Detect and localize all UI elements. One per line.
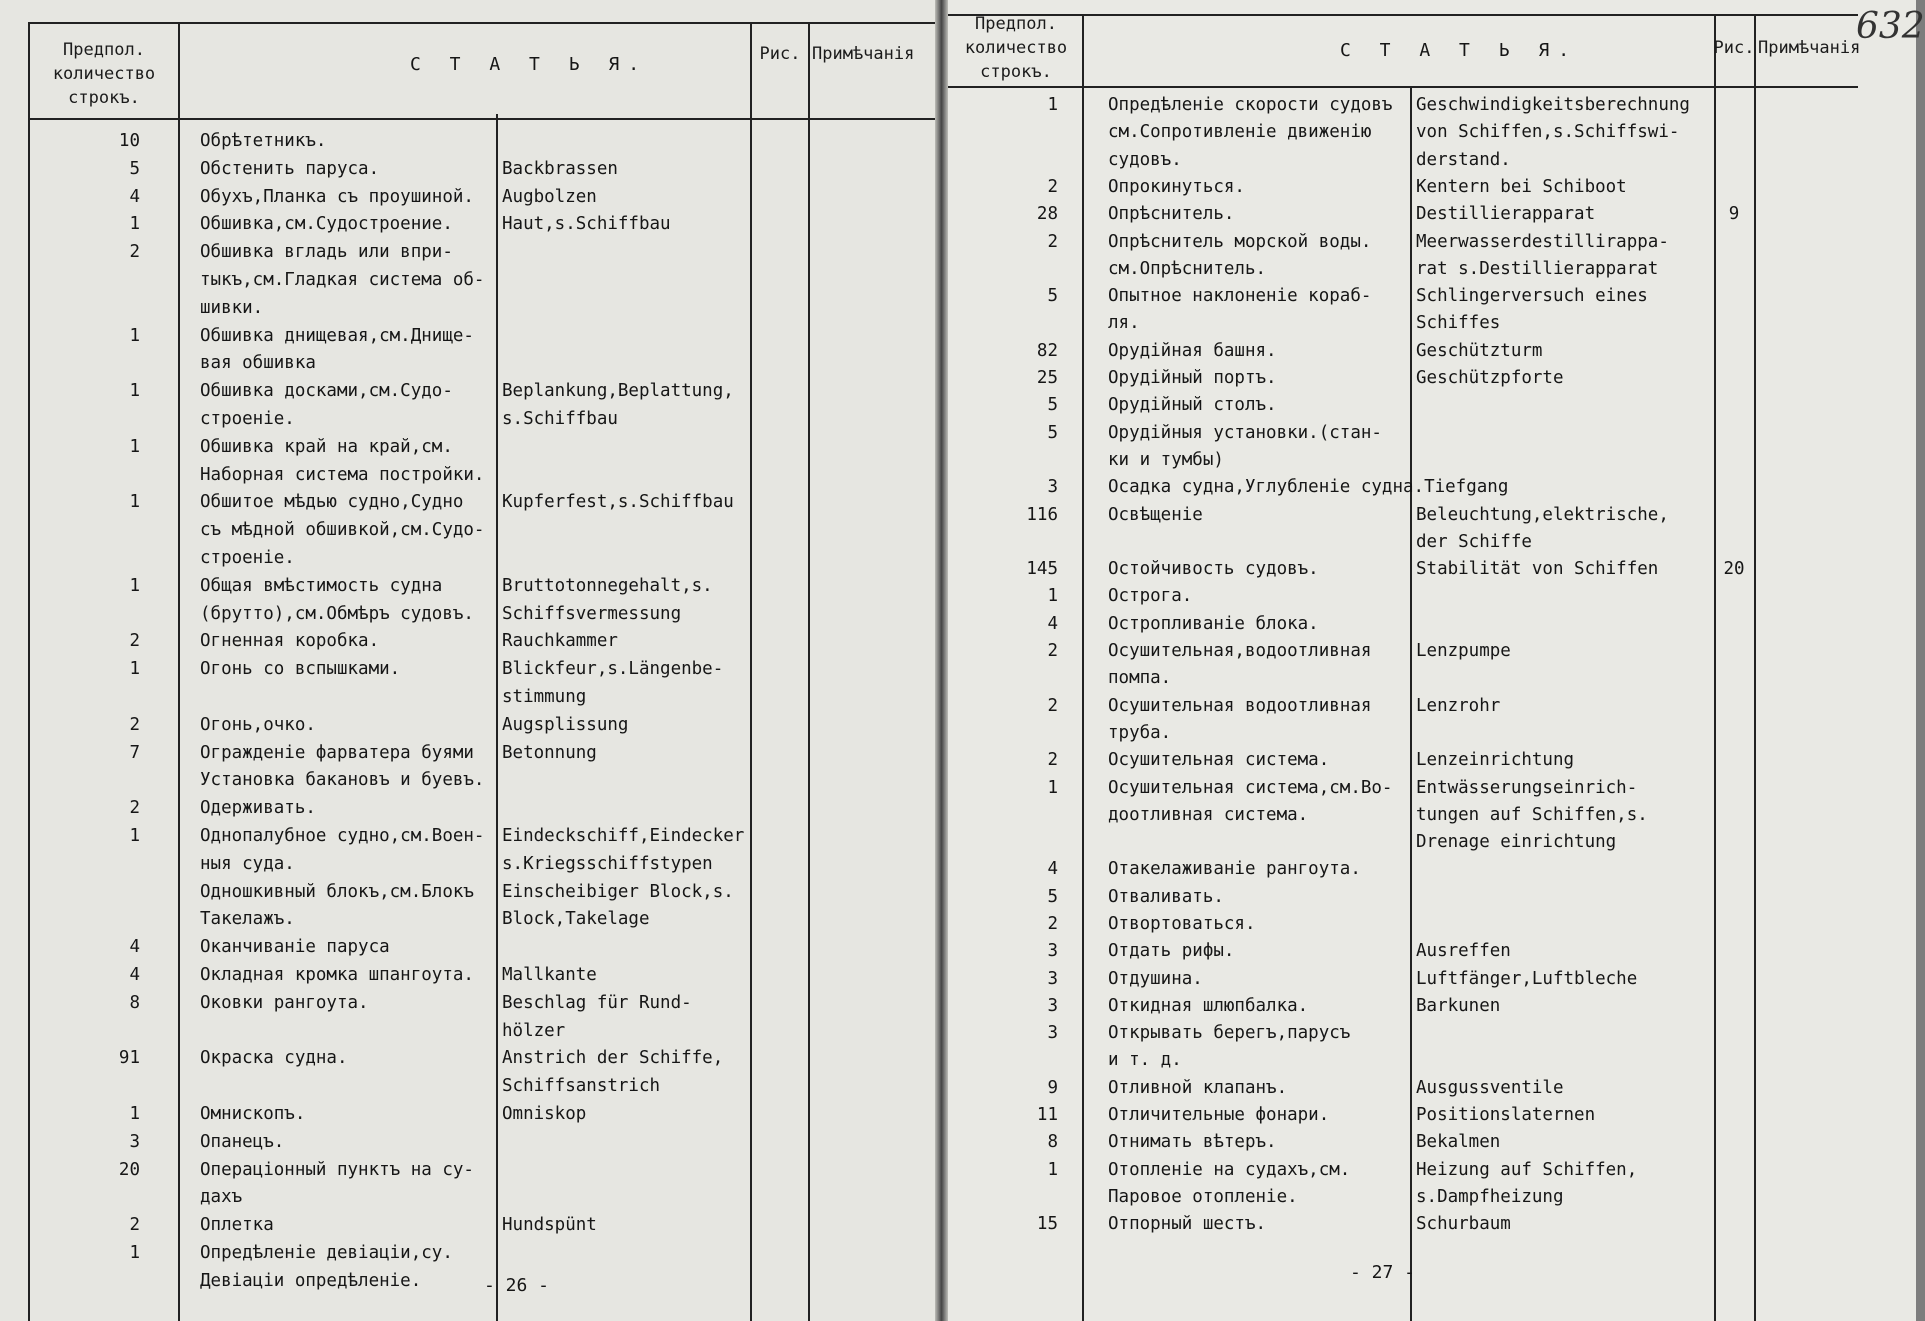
article-russian: Опанецъ. <box>200 1131 285 1152</box>
article-german: der Schiffe <box>1416 531 1532 552</box>
article-russian: Наборная система постройки. <box>200 464 485 485</box>
qty-cell: 4 <box>129 186 140 207</box>
qty-cell: 5 <box>129 158 140 179</box>
qty-cell: 5 <box>1047 886 1058 907</box>
qty-cell: 28 <box>1036 204 1058 225</box>
header-fig: Рис. <box>1713 38 1755 58</box>
qty-cell: 7 <box>129 742 140 763</box>
qty-cell: 1 <box>1047 777 1058 798</box>
article-russian: Острога. <box>1108 586 1193 607</box>
table-row <box>948 92 1908 174</box>
article-russian: Отнимать вѣтеръ. <box>1108 1132 1277 1153</box>
article-russian: шивки. <box>200 297 264 318</box>
article-russian: Орудійная башня. <box>1108 340 1277 361</box>
article-russian: Огонь со вспышками. <box>200 659 401 680</box>
article-german: Destillierapparat <box>1416 204 1596 225</box>
qty-cell: 5 <box>1047 286 1058 307</box>
qty-cell: 20 <box>118 1159 140 1180</box>
qty-cell: 1 <box>129 1243 140 1263</box>
table-row <box>0 128 930 156</box>
article-russian: Однопалубное судно,см.Воен- <box>200 826 485 846</box>
table-row <box>948 775 1908 857</box>
qty-cell: 4 <box>1047 859 1058 880</box>
right-page <box>948 0 1925 1321</box>
article-russian: Осушительная,водоотливная <box>1108 641 1372 661</box>
qty-cell: 1 <box>129 381 140 402</box>
article-german: s.Schiffbau <box>502 408 618 429</box>
qty-cell: 1 <box>1047 586 1058 607</box>
article-german: Rauchkammer <box>502 631 618 652</box>
article-german: Lenzrohr <box>1416 695 1501 716</box>
qty-cell: 2 <box>1047 176 1058 197</box>
header-qty: Предпол. количество строкъ. <box>52 40 156 108</box>
article-german: Beschlag für Rund- <box>502 992 692 1013</box>
article-german: Omniskop <box>502 1104 587 1124</box>
article-german: Drenage einrichtung <box>1416 832 1617 853</box>
article-russian: Обшивка вгладь или впри- <box>200 242 453 263</box>
article-german: Schurbaum <box>1416 1214 1511 1235</box>
qty-cell: 1 <box>1047 95 1058 115</box>
article-german: Entwässerungseinrich- <box>1416 777 1638 798</box>
qty-cell: 1 <box>129 1104 140 1124</box>
book-spine <box>935 0 948 1321</box>
article-german: Ausreffen <box>1416 941 1511 962</box>
table-row <box>948 1075 1908 1102</box>
qty-cell: 25 <box>1036 368 1058 388</box>
article-russian: Отваливать. <box>1108 886 1224 907</box>
article-german: Bruttotonnegehalt,s. <box>502 575 713 596</box>
qty-cell: 2 <box>129 798 140 819</box>
article-russian: Отдушина. <box>1108 968 1203 989</box>
qty-cell: 2 <box>129 242 140 263</box>
qty-cell: 4 <box>129 965 140 985</box>
article-german: Anstrich der Schiffe, <box>502 1048 724 1069</box>
article-russian: Отличительные фонари. <box>1108 1105 1330 1126</box>
qty-cell: 4 <box>1047 613 1058 634</box>
article-german: derstand. <box>1416 149 1511 170</box>
article-russian: (брутто),см.Обмѣръ судовъ. <box>200 603 474 624</box>
qty-cell: 82 <box>1036 340 1058 361</box>
article-german: Geschützturm <box>1416 340 1543 361</box>
table-row <box>948 911 1908 938</box>
qty-cell: 2 <box>129 714 140 735</box>
article-german: Mallkante <box>502 965 597 985</box>
article-russian: Девіаціи опредѣленіе. <box>200 1270 422 1291</box>
table-top-rule <box>948 14 1858 16</box>
article-russian: Оплетка <box>200 1215 274 1236</box>
article-german: Augbolzen <box>502 186 597 207</box>
table-row <box>0 1129 930 1157</box>
qty-cell: 2 <box>1047 231 1058 252</box>
table-row <box>948 1211 1908 1238</box>
article-russian: строеніе. <box>200 408 295 429</box>
qty-cell: 1 <box>129 659 140 680</box>
table-row <box>948 638 1908 693</box>
header-notes: Примѣчанія <box>1758 38 1861 58</box>
article-russian: Опытное наклоненіе кораб- <box>1108 286 1372 307</box>
table-row <box>948 201 1908 228</box>
article-german: Schlingerversuch eines <box>1416 286 1648 307</box>
qty-cell: 8 <box>1047 1132 1058 1153</box>
article-russian: Операціонный пунктъ на су- <box>200 1159 474 1180</box>
article-german: Lenzpumpe <box>1416 641 1511 661</box>
table-row <box>948 993 1908 1020</box>
table-row <box>0 1240 930 1296</box>
table-row <box>948 229 1908 284</box>
header-rule <box>28 118 935 120</box>
article-russian: Осадка судна,Углубленіе судна.Tiefgang <box>1108 477 1509 498</box>
article-german: Schiffes <box>1416 313 1501 334</box>
qty-cell: 8 <box>129 992 140 1013</box>
article-german: Blickfeur,s.Längenbe- <box>502 659 724 680</box>
qty-cell: 2 <box>1047 641 1058 661</box>
article-russian: Общая вмѣстимость судна <box>200 575 443 596</box>
table-row <box>0 156 930 184</box>
qty-cell: 5 <box>1047 395 1058 416</box>
article-german: Kupferfest,s.Schiffbau <box>502 492 734 513</box>
article-russian: помпа. <box>1108 668 1172 689</box>
header-article: С Т А Т Ь Я. <box>1340 40 1579 61</box>
article-russian: Опрѣснитель морской воды. <box>1108 231 1372 252</box>
table-row <box>0 1157 930 1213</box>
article-russian: судовъ. <box>1108 149 1182 170</box>
article-russian: ныя суда. <box>200 853 295 874</box>
article-german: Luftfänger,Luftbleche <box>1416 968 1638 989</box>
article-russian: Орудійныя установки.(стан- <box>1108 422 1382 443</box>
article-russian: съ мѣдной обшивкой,см.Судо- <box>200 520 485 541</box>
article-russian: Огонь,очко. <box>200 714 316 735</box>
article-german: Barkunen <box>1416 995 1501 1016</box>
table-row <box>948 420 1908 475</box>
article-german: Block,Takelage <box>502 909 650 930</box>
article-russian: Одерживать. <box>200 798 316 819</box>
article-russian: Открывать берегъ,парусъ <box>1108 1023 1351 1044</box>
table-row <box>0 656 930 712</box>
article-russian: Огненная коробка. <box>200 631 380 652</box>
qty-cell: 3 <box>1047 968 1058 989</box>
qty-cell: 1 <box>129 214 140 235</box>
article-russian: Отакелаживаніе рангоута. <box>1108 859 1361 880</box>
qty-cell: 1 <box>129 575 140 596</box>
article-german: Geschützpforte <box>1416 368 1564 388</box>
article-german: Lenzeinrichtung <box>1416 750 1575 771</box>
header-qty: Предпол. количество строкъ. <box>964 14 1068 82</box>
table-row <box>0 934 930 962</box>
article-russian: Обухъ,Планка съ проушиной. <box>200 186 474 207</box>
table-row <box>0 962 930 990</box>
article-russian: Отдать рифы. <box>1108 941 1235 962</box>
table-top-rule <box>28 22 935 24</box>
article-german: Beleuchtung,elektrische, <box>1416 504 1669 525</box>
article-russian: Оковки рангоута. <box>200 992 369 1013</box>
article-german: Ausgussventile <box>1416 1077 1564 1098</box>
article-russian: Опрѣснитель. <box>1108 204 1235 225</box>
article-russian: Обшивка край на край,см. <box>200 436 453 457</box>
qty-cell: 116 <box>1026 504 1058 525</box>
qty-cell: 1 <box>129 826 140 846</box>
table-row <box>0 573 930 629</box>
article-russian: Отвортоваться. <box>1108 914 1256 934</box>
qty-cell: 91 <box>118 1048 140 1069</box>
article-russian: Окладная кромка шпангоута. <box>200 965 474 985</box>
article-german: Beplankung,Beplattung, <box>502 381 734 402</box>
article-german: hölzer <box>502 1020 566 1041</box>
qty-cell: 1 <box>129 325 140 346</box>
article-russian: Установка бакановъ и буевъ. <box>200 770 485 791</box>
table-row <box>948 365 1908 392</box>
table-row <box>948 611 1908 638</box>
header-rule <box>948 86 1858 88</box>
article-russian: Такелажъ. <box>200 909 295 930</box>
table-row <box>948 693 1908 748</box>
table-row <box>948 583 1908 610</box>
article-russian: Остропливаніе блока. <box>1108 613 1319 634</box>
article-german: Hundspünt <box>502 1215 597 1236</box>
article-russian: Откидная шлюпбалка. <box>1108 995 1309 1016</box>
table-row <box>948 1020 1908 1075</box>
table-row <box>948 174 1908 201</box>
table-row <box>948 938 1908 965</box>
figure-cell: 9 <box>1728 204 1740 225</box>
article-russian: Обстенить паруса. <box>200 158 380 179</box>
handwritten-page-mark: 632 <box>1856 6 1925 47</box>
article-russian: вая обшивка <box>200 353 316 374</box>
article-russian: доотливная система. <box>1108 804 1309 825</box>
qty-cell: 2 <box>129 1215 140 1236</box>
qty-cell: 2 <box>1047 695 1058 716</box>
table-row <box>948 1129 1908 1156</box>
table-row <box>948 474 1908 501</box>
table-row <box>0 628 930 656</box>
article-russian: см.Опрѣснитель. <box>1108 258 1267 279</box>
qty-cell: 10 <box>118 131 140 151</box>
article-russian: и т. д. <box>1108 1050 1182 1071</box>
table-row <box>948 1102 1908 1129</box>
article-russian: Осушительная водоотливная <box>1108 695 1372 716</box>
article-russian: Опредѣленіе скорости судовъ <box>1108 95 1393 115</box>
article-russian: Омнископъ. <box>200 1104 306 1124</box>
qty-cell: 3 <box>1047 941 1058 962</box>
article-russian: Обрѣтетникъ. <box>200 131 327 151</box>
table-row <box>0 239 930 322</box>
article-russian: Освѣщеніе <box>1108 504 1203 525</box>
article-german: Heizung auf Schiffen, <box>1416 1159 1638 1180</box>
article-german: Geschwindigkeitsberechnung <box>1416 95 1690 115</box>
table-row <box>0 823 930 879</box>
table-row <box>0 184 930 212</box>
article-russian: Опрокинуться. <box>1108 176 1245 197</box>
qty-cell: 3 <box>1047 477 1058 498</box>
article-german: Bekalmen <box>1416 1132 1501 1153</box>
article-russian: Остойчивость судовъ. <box>1108 559 1319 580</box>
header-notes: Примѣчанія <box>812 44 915 64</box>
article-german: rat s.Destillierapparat <box>1416 258 1659 279</box>
table-row <box>0 378 930 434</box>
qty-cell: 1 <box>1047 1159 1058 1180</box>
qty-cell: 4 <box>129 937 140 958</box>
article-german: Meerwasserdestillirappa- <box>1416 231 1669 252</box>
article-russian: ля. <box>1108 313 1140 334</box>
left-page <box>0 0 935 1321</box>
article-russian: Орудійный портъ. <box>1108 368 1277 388</box>
qty-cell: 3 <box>1047 1023 1058 1044</box>
qty-cell: 1 <box>129 492 140 513</box>
article-german: Eindeckschiff,Eindecker <box>502 826 745 846</box>
table-row <box>948 856 1908 883</box>
table-row <box>948 556 1908 583</box>
qty-cell: 1 <box>129 436 140 457</box>
table-row <box>0 795 930 823</box>
header-article: С Т А Т Ь Я. <box>410 54 649 75</box>
table-row <box>948 966 1908 993</box>
qty-cell: 9 <box>1047 1077 1058 1098</box>
article-russian: Опредѣленіе девіаціи,су. <box>200 1243 453 1263</box>
article-german: Stabilität von Schiffen <box>1416 559 1659 580</box>
table-row <box>0 712 930 740</box>
article-russian: дахъ <box>200 1187 243 1208</box>
table-row <box>0 1045 930 1101</box>
article-russian: Орудійный столъ. <box>1108 395 1277 416</box>
qty-cell: 5 <box>1047 422 1058 443</box>
article-russian: Обшивка днищевая,см.Днище- <box>200 325 474 346</box>
table-row <box>0 1101 930 1129</box>
article-russian: см.Сопротивленіе движенію <box>1108 122 1372 143</box>
article-russian: Огражденіе фарватера буями <box>200 742 474 763</box>
article-russian: Оканчиваніе паруса <box>200 937 390 958</box>
article-german: Schiffsvermessung <box>502 603 682 624</box>
qty-cell: 2 <box>129 631 140 652</box>
article-german: tungen auf Schiffen,s. <box>1416 804 1648 825</box>
article-german: Augsplissung <box>502 714 629 735</box>
qty-cell: 2 <box>1047 914 1058 934</box>
article-russian: Обшитое мѣдью судно,Судно <box>200 492 464 513</box>
article-russian: Отпорный шестъ. <box>1108 1214 1267 1235</box>
page-number: - 27 - <box>1350 1262 1416 1283</box>
article-german: Schiffsanstrich <box>502 1076 661 1097</box>
table-row <box>948 1157 1908 1212</box>
article-german: Einscheibiger Block,s. <box>502 881 734 902</box>
article-german: Positionslaternen <box>1416 1105 1596 1126</box>
article-russian: Отливной клапанъ. <box>1108 1077 1288 1098</box>
article-german: Betonnung <box>502 742 597 763</box>
table-row <box>948 747 1908 774</box>
article-russian: Одношкивный блокъ,см.Блокъ <box>200 881 474 902</box>
qty-cell: 2 <box>1047 750 1058 771</box>
article-russian: тыкъ,см.Гладкая система об- <box>200 269 485 290</box>
figure-cell: 20 <box>1723 559 1745 580</box>
table-row <box>0 990 930 1046</box>
article-russian: строеніе. <box>200 547 295 568</box>
article-german: Kentern bei Schiboot <box>1416 176 1627 197</box>
header-fig: Рис. <box>759 44 801 64</box>
table-row <box>0 740 930 796</box>
article-russian: Паровое отопленіе. <box>1108 1186 1298 1207</box>
article-german: stimmung <box>502 686 587 707</box>
article-russian: Осушительная система. <box>1108 750 1330 771</box>
qty-cell: 11 <box>1036 1105 1058 1126</box>
article-german: von Schiffen,s.Schiffswi- <box>1416 122 1680 143</box>
qty-cell: 3 <box>129 1131 140 1152</box>
qty-cell: 3 <box>1047 995 1058 1016</box>
article-russian: Осушительная система,см.Во- <box>1108 777 1393 798</box>
table-row <box>0 489 930 572</box>
qty-cell: 145 <box>1026 559 1058 580</box>
article-russian: Обшивка досками,см.Судо- <box>200 381 453 402</box>
table-row <box>948 283 1908 338</box>
article-german: s.Kriegsschiffstypen <box>502 853 713 874</box>
table-row <box>0 323 930 379</box>
table-row <box>0 1212 930 1240</box>
article-russian: ки и тумбы) <box>1108 449 1224 470</box>
table-row <box>0 434 930 490</box>
article-german: Backbrassen <box>502 158 618 179</box>
article-russian: Окраска судна. <box>200 1048 348 1069</box>
table-row <box>948 884 1908 911</box>
article-german: Haut,s.Schiffbau <box>502 214 671 235</box>
table-row <box>0 879 930 935</box>
qty-cell: 15 <box>1036 1214 1058 1235</box>
article-russian: Обшивка,см.Судостроение. <box>200 214 453 235</box>
article-german: s.Dampfheizung <box>1416 1186 1564 1207</box>
article-russian: труба. <box>1108 722 1172 743</box>
article-russian: Отопленіе на судахъ,см. <box>1108 1159 1351 1180</box>
table-row <box>0 211 930 239</box>
table-row <box>948 392 1908 419</box>
page-number: - 26 - <box>484 1275 550 1296</box>
table-row <box>948 502 1908 557</box>
table-row <box>948 338 1908 365</box>
